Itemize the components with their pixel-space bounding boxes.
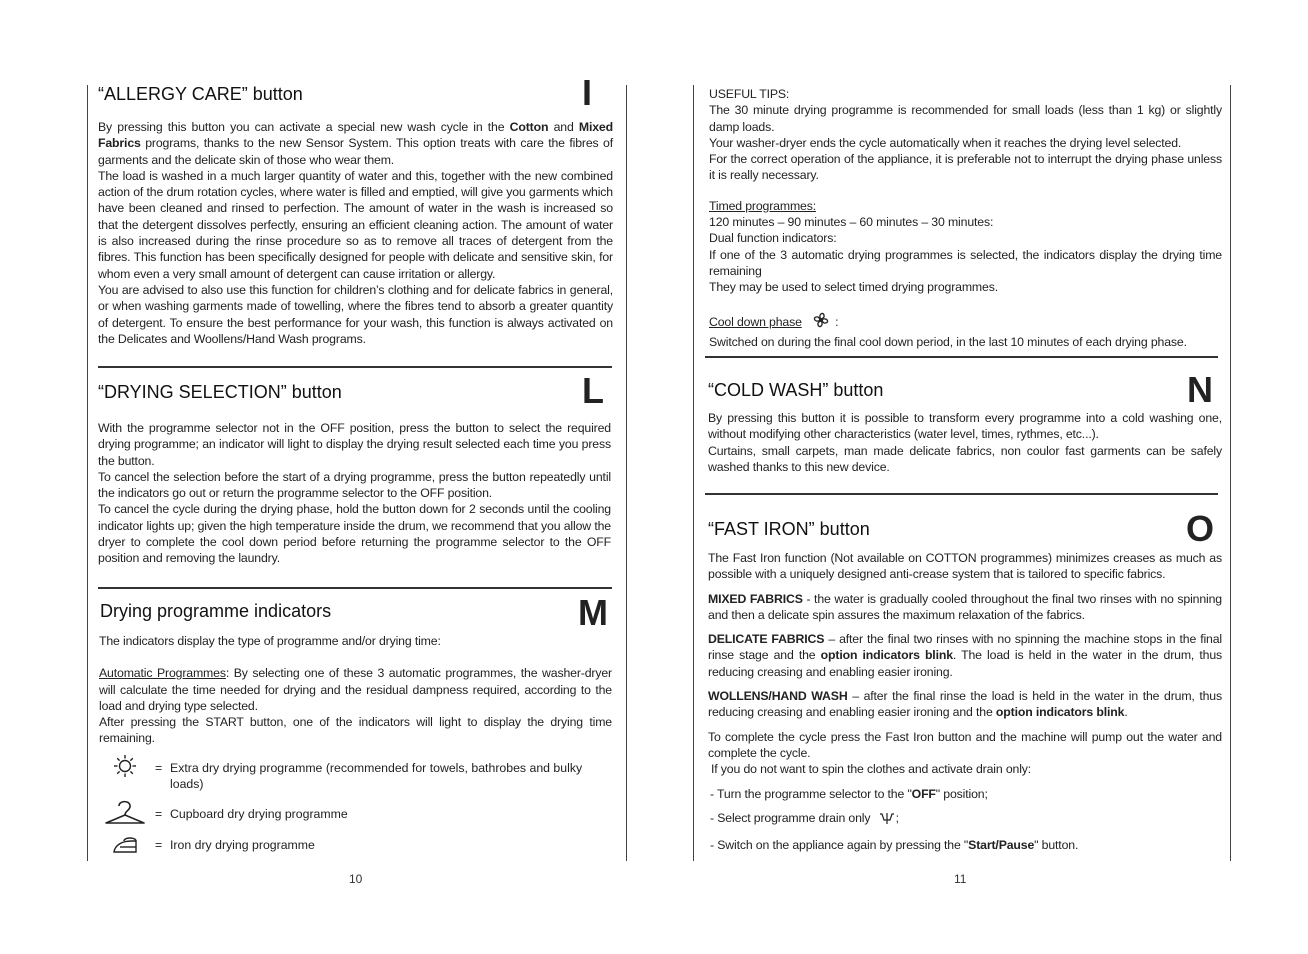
- drying-selection-title: “DRYING SELECTION” button: [98, 382, 342, 402]
- indicators-p2: Automatic Programmes: By selecting one of these 3 automatic programmes, the washer-dryer will calculate the time needed for drying and the residual dampness required, according to the load and drying type selected.: [99, 666, 612, 713]
- drying-indicators-text: [99, 633, 612, 747]
- iron-delicate: DELICATE FABRICS – after the final two rinses with no spinning the machine stops in the final rinse stage and the option indicators blink. The load is held in the water in the drum, thus reducing creasing and enabling easier ironing.: [708, 632, 1223, 679]
- cold-wash-title: “COLD WASH” button: [708, 380, 884, 400]
- allergy-care-title: “ALLERGY CARE” button: [98, 84, 303, 104]
- cold-wash-text: [708, 410, 1222, 475]
- tips-t2: Your washer-dryer ends the cycle automatically when it reaches the drying level selected.: [709, 135, 1182, 150]
- timed-values: 120 minutes – 90 minutes – 60 minutes – 30 minutes:: [709, 215, 994, 230]
- fast-iron-text: [708, 550, 1222, 853]
- fan-icon: [811, 310, 831, 334]
- cool-down-line: Cool down phase :: [709, 310, 1222, 334]
- iron-p1: The Fast Iron function (Not available on COTTON programmes) minimizes creases as much as possible with a uniquely designed anti-crease system that is tailored to specific fabrics.: [708, 551, 1222, 582]
- iron-step1: - Turn the programme selector to the "OFF" position;: [710, 786, 988, 801]
- allergy-p2: The load is washed in a much larger quantity of water and this, together with the new combined action of the drum rotation cycles, where water is filled and emptied, will give you garments which have been cleaned and rinsed to perfection. The amount of water in the wash is increased so that the detergent dissolves perfectly, ensuring an efficient cleaning action. The amount of water is also increased during the rinse procedure so as to remove all traces of detergent from the fibres. This function has been specifically designed for people with delicate and sensitive skin, for whom even a very small amount of detergent can cause irritation or allergy.: [98, 168, 613, 281]
- timed-label: Timed programmes:: [709, 198, 817, 213]
- allergy-care-text: [98, 119, 613, 347]
- drying-p2: To cancel the selection before the start of a drying programme, press the button repeatedly until the indicators go out or return the programme selector to the OFF position.: [98, 469, 611, 501]
- cool-down-text: Switched on during the final cool down period, in the last 10 minutes of each drying phase.: [709, 334, 1187, 349]
- divider-n: [705, 356, 1218, 358]
- iron-mixed: MIXED FABRICS - the water is gradually cooled throughout the final two rinses with no spinning and then a delicate spin assures the maximum relaxation of the fabrics.: [708, 591, 1222, 622]
- cold-p2: Curtains, small carpets, man made delicate fabrics, non coulor fast garments can be safely washed thanks to this new device.: [708, 443, 1222, 474]
- section-letter-m: M: [578, 592, 608, 633]
- section-letter-i: I: [582, 72, 593, 113]
- divider-o: [705, 493, 1218, 495]
- drying-p1: With the programme selector not in the OFF position, press the button to select the required drying programme; an indicator will light to display the drying result selected each time you press the button.: [98, 421, 611, 468]
- drying-selection-text: [98, 420, 611, 567]
- cold-p1: By pressing this button it is possible to transform every programme into a cold washing one, without modifying other characteristics (water level, times, rythmes, etc...).: [708, 411, 1222, 442]
- page-number-left: 10: [349, 872, 363, 886]
- iron-step3: - Switch on the appliance again by pressing the "Start/Pause" button.: [710, 838, 1079, 853]
- iron-drain-only: If you do not want to spin the clothes and activate drain only:: [711, 762, 1032, 777]
- allergy-p3: You are advised to also use this function for children’s clothing and for delicate fabrics in general, or when washing garments made of towelling, where the fibres tend to absorb a greater quantity of detergent. To ensure the best performance for your wash, this function is always activated on the Delicates and Woollens/Hand Wash programs.: [98, 282, 613, 346]
- section-letter-n: N: [1187, 369, 1213, 410]
- legend-row-cupboard-dry: = Cupboard dry drying programme: [155, 807, 348, 821]
- timed-select: They may be used to select timed drying programmes.: [709, 280, 998, 295]
- dual-text: If one of the 3 automatic drying programmes is selected, the indicators display the drying time remaining: [709, 247, 1222, 278]
- section-letter-l: L: [582, 370, 604, 411]
- allergy-p1: By pressing this button you can activate a special new wash cycle in the Cotton and Mixed Fabrics programs, thanks to the new Sensor System. This option treats with care the fibres of garments and the delicate skin of those who wear them.: [98, 120, 613, 167]
- tips-heading: USEFUL TIPS:: [709, 87, 790, 101]
- iron-complete: To complete the cycle press the Fast Iron button and the machine will pump out the water and complete the cycle.: [708, 729, 1222, 760]
- fast-iron-title: “FAST IRON” button: [708, 519, 870, 539]
- right-page-left-border: [693, 85, 694, 861]
- iron-icon: [110, 835, 142, 862]
- legend-row-iron-dry: = Iron dry drying programme: [155, 838, 315, 852]
- dual-label: Dual function indicators:: [709, 231, 837, 246]
- divider-m: [98, 587, 612, 589]
- section-letter-o: O: [1186, 508, 1215, 549]
- drying-indicators-title: Drying programme indicators: [100, 601, 332, 621]
- sun-icon: [113, 754, 137, 783]
- useful-tips-text: [709, 86, 1222, 350]
- right-page-right-border: [1230, 85, 1231, 861]
- left-page-left-border: [87, 85, 88, 861]
- left-page-right-border: [626, 85, 627, 861]
- legend-row-extra-dry: = Extra dry drying programme (recommended for towels, bathrobes and bulky loads): [155, 761, 583, 792]
- indicators-p1: The indicators display the type of programme and/or drying time:: [99, 634, 441, 648]
- tips-t3: For the correct operation of the appliance, it is preferable not to interrupt the drying phase unless it is really necessary.: [709, 152, 1222, 183]
- page-number-right: 11: [954, 872, 967, 886]
- drain-icon: [879, 811, 895, 829]
- indicators-p3: After pressing the START button, one of the indicators will light to display the drying time remaining.: [99, 715, 612, 746]
- drying-p3: To cancel the cycle during the drying phase, hold the button down for 2 seconds until the cooling indicator lights up; given the high temperature inside the drum, we recommend that you allow the dryer to complete the cool down period before returning the programme selector to the OFF position and removing the laundry.: [98, 502, 611, 566]
- iron-step2: - Select programme drain only ;: [710, 810, 1222, 829]
- iron-wool: WOLLENS/HAND WASH – after the final rinse the load is held in the water in the drum, thus reducing creasing and enabling easier ironing and the option indicators blink.: [708, 689, 1222, 720]
- divider-l: [98, 366, 612, 368]
- hanger-icon: [104, 798, 146, 831]
- tips-t1: The 30 minute drying programme is recommended for small loads (less than 1 kg) or slightly damp loads.: [709, 103, 1222, 134]
